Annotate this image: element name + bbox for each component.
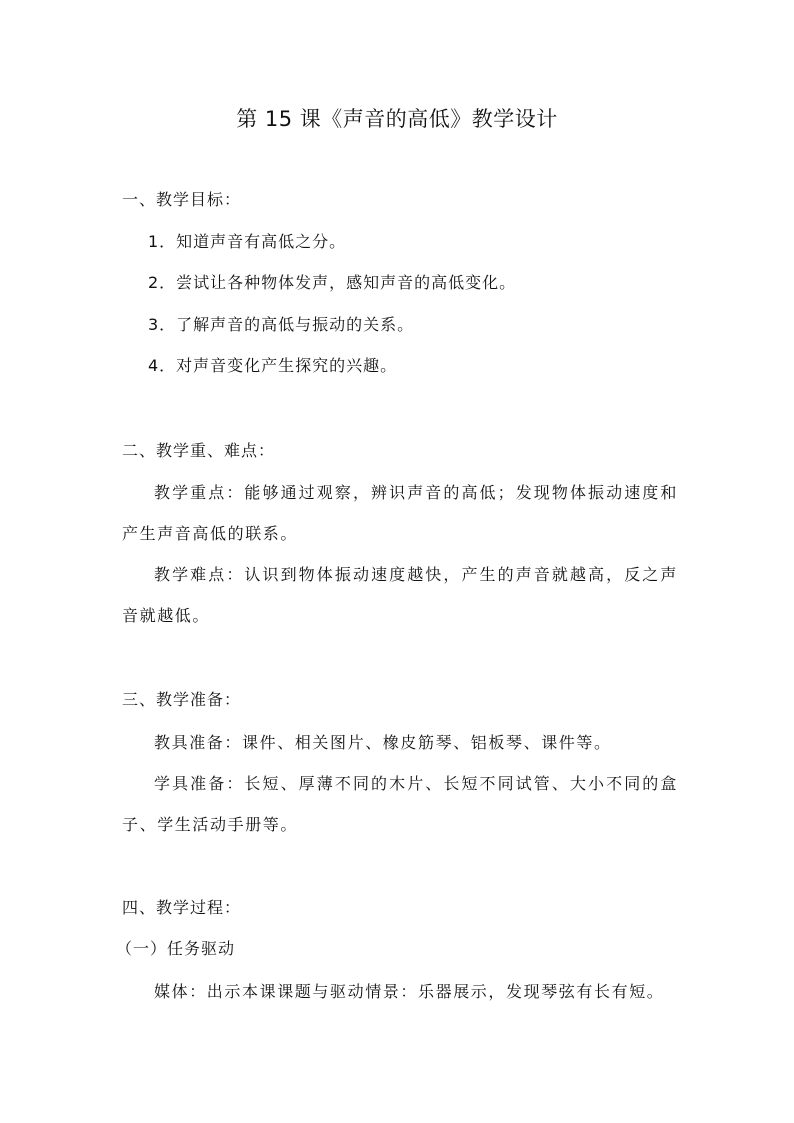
- process-body: [122, 971, 678, 1012]
- process-subsection: [116, 939, 672, 959]
- preparation-body: [122, 722, 678, 845]
- section-heading: 三、教学准备：: [122, 690, 242, 709]
- document-title: 第 15 课《声音的高低》教学设计: [236, 107, 558, 131]
- objective-text: 1．知道声音有高低之分。: [148, 232, 347, 251]
- section-key-points: [122, 441, 678, 461]
- objective-text: 4．对声音变化产生探究的兴趣。: [148, 356, 398, 375]
- teacher-materials-paragraph: 教具准备：课件、相关图片、橡皮筋琴、铝板琴、课件等。: [154, 733, 612, 752]
- subsection-heading: （一）任务驱动: [116, 939, 236, 958]
- section-process: [122, 898, 678, 918]
- key-point-paragraph: 教学重点：能够通过观察，辨识声音的高低；发现物体振动速度和产生声音高低的联系。: [122, 483, 678, 543]
- difficult-point-paragraph: 教学难点：认识到物体振动速度越快，产生的声音就越高，反之声音就越低。: [122, 565, 678, 625]
- section-heading: 四、教学过程：: [122, 898, 242, 917]
- objective-item: [122, 315, 678, 335]
- objective-text: 3．了解声音的高低与振动的关系。: [148, 315, 415, 334]
- section-heading: 一、教学目标：: [122, 190, 242, 209]
- section-heading: 二、教学重、难点：: [122, 441, 276, 460]
- process-paragraph: 媒体：出示本课课题与驱动情景：乐器展示，发现琴弦有长有短。: [154, 982, 665, 1001]
- objective-item: [122, 356, 678, 376]
- objective-text: 2．尝试让各种物体发声，感知声音的高低变化。: [148, 273, 517, 292]
- objective-item: [122, 273, 678, 293]
- objective-item: [122, 232, 678, 252]
- section-objectives: [122, 190, 678, 210]
- key-points-body: [122, 472, 678, 636]
- student-materials-paragraph: 学具准备：长短、厚薄不同的木片、长短不同试管、大小不同的盒子、学生活动手册等。: [122, 774, 678, 834]
- section-preparation: [122, 690, 678, 710]
